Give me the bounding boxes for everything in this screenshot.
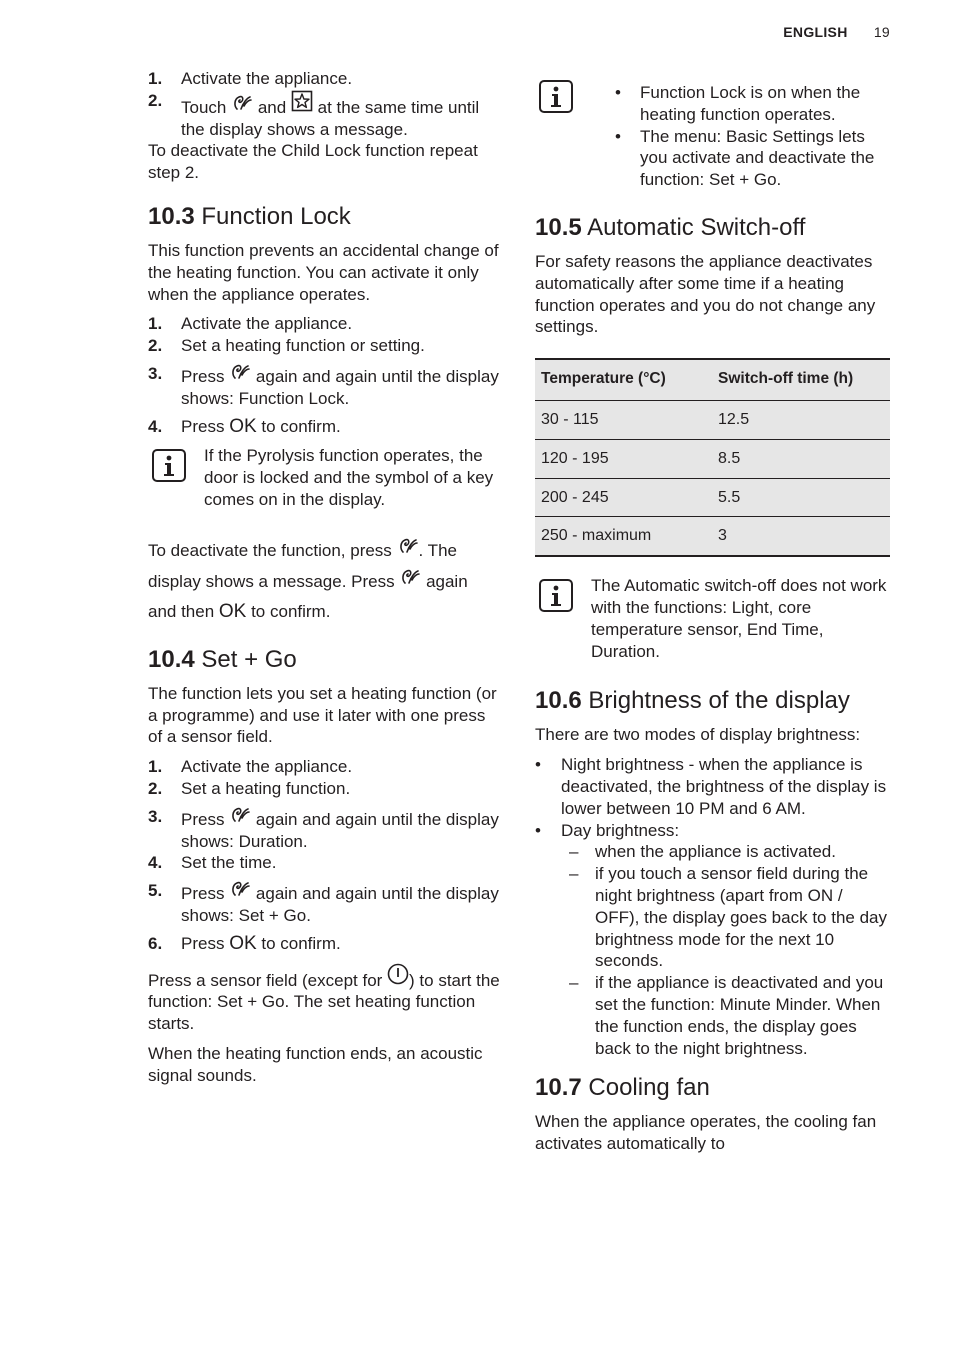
list-item: • Night brightness - when the appliance is deactivated, the brightness of the display is lower between 10 PM and 6 AM. — [535, 755, 887, 818]
list-item: – if you touch a sensor field during the night brightness (apart from ON / OFF), the display goes back to the day brightness mode for the next 10 seconds. — [569, 864, 887, 971]
list-item — [148, 90, 500, 141]
table-row — [535, 400, 890, 439]
section-heading-10-3: 10.3 Function Lock — [148, 202, 351, 230]
step-number: 3. — [148, 806, 163, 826]
list-item: 3. Press again and again until the display shows: Function Lock. — [148, 363, 499, 408]
set-go-sensor: Press a sensor field (except for ) to start the function: Set + Go. The set heating function starts. — [148, 963, 500, 1035]
list-item: 6. Press OK to confirm. — [148, 932, 341, 954]
left-column — [148, 68, 500, 1095]
function-lock-intro: This function prevents an accidental change of the heating function. You can activate it only when the appliance operates. — [148, 240, 499, 304]
list-item — [148, 335, 500, 357]
power-key-icon — [387, 963, 409, 991]
function-lock-steps — [148, 313, 500, 437]
step-text-pre: Touch — [181, 97, 232, 117]
star-key-icon — [291, 90, 313, 118]
table-cell: 30 - 115 — [535, 400, 712, 439]
step-text: Set a heating function or setting. — [181, 336, 425, 356]
note-list — [615, 82, 891, 191]
list-item: • Function Lock is on when the heating function operates. — [615, 83, 861, 124]
list-item: – when the appliance is activated. — [569, 842, 836, 862]
list-item — [148, 313, 500, 335]
step-number: 4. — [148, 416, 163, 436]
list-item: 3. Press again and again until the display shows: Duration. — [148, 806, 499, 851]
step-number: 2. — [148, 90, 163, 110]
step-text-mid: and — [253, 97, 291, 117]
list-item: 4. Press OK to confirm. — [148, 415, 341, 437]
table-cell: 120 - 195 — [535, 439, 712, 478]
auto-switch-off-intro: For safety reasons the appliance deactivates automatically after some time if a heating function operates and you do not change any settings. — [535, 251, 876, 337]
ok-key-icon: OK — [218, 600, 247, 622]
step-number: 6. — [148, 933, 163, 953]
set-go-steps — [148, 756, 500, 954]
table-cell: 250 - maximum — [535, 517, 712, 556]
day-brightness-list — [561, 841, 891, 1059]
step-text: Activate the appliance. — [181, 314, 353, 334]
list-item: 5. Press again and again until the display shows: Set + Go. — [148, 881, 499, 925]
oven-function-key-icon — [399, 566, 421, 596]
info-icon — [539, 80, 573, 113]
oven-function-key-icon — [229, 363, 251, 387]
table-row — [535, 517, 890, 556]
table-cell: 8.5 — [712, 439, 890, 478]
list-item: 2. Set a heating function. — [148, 778, 351, 798]
brightness-intro: There are two modes of display brightness: — [535, 725, 861, 745]
pyrolysis-note — [148, 445, 500, 510]
list-item: • Day brightness: – when the appliance is activated. – if you touch a sensor field during the night brightness (apart from ON / OFF), the display goes back to the day brightness mode for the next 10 seconds. – if the appliance is deactivated and you set the function: Minute Minder. When the function ends, the display goes back to the night brightness. — [535, 820, 891, 1060]
step-number: 2. — [148, 778, 163, 798]
section-heading-10-7: 10.7 Cooling fan — [535, 1074, 710, 1102]
child-lock-steps — [148, 68, 500, 140]
step-number: 1. — [148, 69, 163, 88]
auto-switch-off-note — [535, 575, 891, 662]
list-item: 4. Set the time. — [148, 853, 277, 873]
step-number: 5. — [148, 881, 163, 901]
column-header: Temperature (°C) — [535, 359, 712, 400]
right-column — [535, 68, 891, 1163]
table-cell: 12.5 — [712, 400, 890, 439]
step-number: 4. — [148, 853, 163, 873]
step-number: 1. — [148, 314, 163, 334]
step-number: 3. — [148, 363, 163, 383]
info-icon — [152, 449, 186, 482]
table-cell: 5.5 — [712, 478, 890, 517]
table-cell: 3 — [712, 517, 890, 556]
header-language: ENGLISH — [783, 24, 848, 40]
section-heading-10-6: 10.6 Brightness of the display — [535, 687, 850, 715]
step-number: 2. — [148, 336, 163, 356]
note-text: If the Pyrolysis function operates, the door is locked and the symbol of a key comes on in the display. — [204, 446, 494, 509]
info-icon — [539, 579, 573, 612]
set-go-note — [535, 82, 891, 191]
list-item: 1. Activate the appliance. — [148, 757, 353, 777]
oven-function-key-icon — [231, 94, 253, 118]
set-go-end: When the heating function ends, an acoustic signal sounds. — [148, 1043, 483, 1085]
table-header-row — [535, 359, 890, 400]
table-row — [535, 478, 890, 517]
oven-function-key-icon — [229, 806, 251, 830]
column-header: Switch-off time (h) — [712, 359, 890, 400]
child-lock-deactivate: To deactivate the Child Lock function repeat step 2. — [148, 141, 478, 183]
page-number: 19 — [873, 24, 890, 40]
note-text: The Automatic switch-off does not work with the functions: Light, core temperature sensor, End Time, Duration. — [591, 576, 887, 661]
section-heading-10-5: 10.5 Automatic Switch-off — [535, 213, 806, 241]
brightness-list — [535, 754, 891, 1059]
oven-function-key-icon — [229, 880, 251, 904]
set-go-intro: The function lets you set a heating function (or a programme) and use it later with one press of a sensor field. — [148, 683, 497, 747]
step-text-post: at the same time until the display shows a message. — [181, 97, 480, 139]
function-lock-deactivate: To deactivate the function, press . The display shows a message. Press again and then OK to confirm. — [148, 535, 500, 627]
list-item: – if the appliance is deactivated and you set the function: Minute Minder. When the function ends, the display goes back to the night brightness. — [569, 973, 884, 1058]
table-row — [535, 439, 890, 478]
list-item — [148, 68, 500, 90]
list-item: • The menu: Basic Settings lets you activate and deactivate the function: Set + Go. — [615, 126, 875, 190]
step-number: 1. — [148, 757, 163, 777]
oven-function-key-icon — [397, 535, 419, 565]
page-header — [783, 22, 890, 44]
table-cell: 200 - 245 — [535, 478, 712, 517]
step-text: Activate the appliance. — [181, 69, 353, 88]
ok-key-icon: OK — [229, 932, 257, 954]
section-heading-10-4: 10.4 Set + Go — [148, 645, 297, 673]
ok-key-icon: OK — [229, 415, 257, 437]
switch-off-table — [535, 358, 890, 557]
cooling-fan-intro: When the appliance operates, the cooling fan activates automatically to — [535, 1112, 877, 1154]
